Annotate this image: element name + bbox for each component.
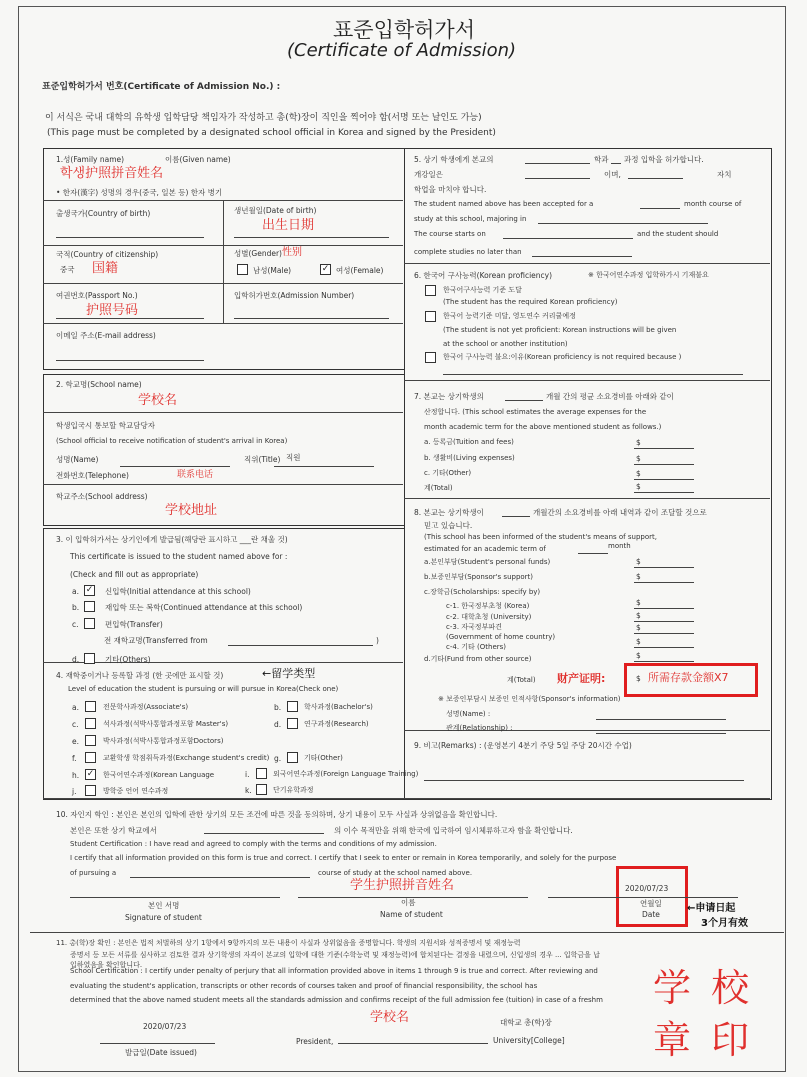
doctors-label: 박사과정(석박사통합과정포함Doctors): [103, 737, 224, 745]
s7-line1b: 개월 간의 평균 소요경비를 아래와 같이: [546, 392, 674, 401]
dob-annotation: 出生日期: [262, 218, 315, 233]
student-name-en: Name of student: [380, 910, 443, 919]
s10-line2b: 의 이수 목적만을 위해 한국에 입국하여 임시체류하고자 함을 확인합니다.: [334, 826, 573, 835]
student-date-ko: 연월일: [640, 899, 662, 908]
admission-type-letter: b.: [72, 603, 80, 612]
korean-not-proficient-checkbox[interactable]: [425, 311, 436, 322]
level-letter: a.: [72, 703, 79, 712]
deposit-amount-annotation: 所需存款金额X7: [648, 671, 729, 684]
level-letter: h.: [72, 771, 80, 780]
section-3-heading: 3. 이 입학허가서는 상기인에게 발급됨(해당란 표시하고 ___란 채울 것): [56, 535, 288, 544]
s8-line2: 믿고 있습니다.: [424, 521, 473, 530]
scholarships-label: c.장학금(Scholarships: specify by): [424, 588, 541, 596]
vacation-language-checkbox[interactable]: [85, 785, 96, 796]
other-source-currency: $: [636, 651, 641, 660]
school-official-ko: 학생입국시 통보할 학교담당자: [56, 421, 155, 430]
official-name-label: 성명(Name): [56, 455, 99, 464]
s6-heading: 6. 한국어 구사능력(Korean proficiency): [414, 271, 553, 280]
s5-line1a: 5. 상기 학생에게 본교의: [414, 155, 494, 164]
citizenship-annotation: 国籍: [92, 261, 119, 276]
research-label: 연구과정(Research): [304, 720, 369, 728]
s6-heading-note: ※ 한국어연수과정 입학하가시 기재불요: [588, 271, 709, 279]
other-level-checkbox[interactable]: [287, 752, 298, 763]
official-title-label: 직위(Title): [244, 455, 281, 464]
level-letter: k.: [245, 786, 252, 795]
scholarship-home-label: c-3. 자국정부파견: [446, 623, 502, 631]
others-checkbox[interactable]: [84, 653, 95, 664]
male-label: 남성(Male): [253, 266, 292, 275]
title-korean: 표준입학허가서: [333, 18, 476, 42]
s11-line6: determined that the above named student meets all the standards admission and confirms receipt of the full admission fee (tuition) in case of a freshm: [70, 996, 603, 1004]
foreign-language-label: 외국어연수과정(Foreign Language Training): [273, 770, 419, 778]
total-expense-label: 계(Total): [424, 484, 453, 492]
associates-label: 전문학사과정(Associate's): [103, 703, 189, 711]
section-3-line2: (Check and fill out as appropriate): [70, 570, 199, 579]
female-label: 여성(Female): [336, 266, 384, 275]
school-address-label: 학교주소(School address): [56, 492, 148, 501]
scholarship-korea-currency: $: [636, 598, 641, 607]
issue-date-label: 발급일(Date issued): [125, 1048, 197, 1057]
living-currency: $: [636, 454, 641, 463]
student-date-en: Date: [642, 910, 660, 919]
tuition-currency: $: [636, 438, 641, 447]
given-name-label: 이름(Given name): [165, 155, 231, 164]
s5-line7: complete studies no later than: [414, 248, 522, 256]
masters-label: 석사과정(석박사통합과정포함 Master's): [103, 720, 229, 728]
short-term-checkbox[interactable]: [256, 784, 267, 795]
s5-line6a: The course starts on: [414, 230, 486, 238]
section-3-line1: This certificate is issued to the student named above for :: [70, 552, 288, 561]
level-letter: b.: [274, 703, 282, 712]
funds-total-label: 계(Total): [507, 676, 536, 684]
s10-line5a: of pursuing a: [70, 869, 117, 877]
exchange-checkbox[interactable]: [85, 752, 96, 763]
foreign-language-checkbox[interactable]: [256, 768, 267, 779]
scholarship-university-currency: $: [636, 611, 641, 620]
school-name-label: 2. 학교명(School name): [56, 380, 142, 389]
s8-line1a: 8. 본교는 상기학생이: [414, 508, 484, 517]
s11-line4: School Certification : I certify under penalty of perjury that all information provided above in items 1 through 9 is true and correct. After reviewing and: [70, 967, 598, 975]
korean-not-proficient-en2: at the school or another institution): [443, 340, 568, 348]
s5-line1b: 학과: [594, 155, 609, 164]
scholarship-others-label: c-4. 기타 (Others): [446, 643, 507, 651]
korean-proficient-ko: 한국어구사능력 기준 도달: [443, 286, 522, 294]
level-letter: d.: [274, 720, 282, 729]
s8-line3: (This school has been informed of the student's means of support,: [424, 533, 657, 541]
seal-annotation: 学 校 章 印: [653, 966, 754, 1062]
s7-line3: month academic term for the above mentioned student as follows.): [424, 423, 662, 431]
other-source-label: d.기타(Fund from other source): [424, 655, 532, 663]
s10-line1: 10. 자인지 학인 : 본인은 본인의 입학에 관한 상기의 모든 조건에 따른 것을 동의하며, 상기 내용이 모두 사실과 상위없음을 확인합니다.: [56, 810, 498, 819]
s10-line4: I certify that all information provided on this form is true and correct. I certify that I seek to enter or remain in Korea temporarily, and solely for the purpose: [70, 854, 617, 862]
sponsor-name-label: 성명(Name) :: [446, 710, 491, 718]
s10-line5b: course of study at the school named above.: [318, 869, 473, 877]
sponsor-support-label: b.보증인부담(Sponsor's support): [424, 573, 534, 581]
student-signature-en: Signature of student: [125, 913, 202, 922]
telephone-label: 전화번호(Telephone): [56, 471, 129, 480]
tuition-label: a. 등록금(Tuition and fees): [424, 438, 514, 446]
short-term-label: 단기유학과정: [273, 786, 314, 794]
s11-line5: evaluating the student's application, transcripts or other records of courses taken and proof of financial responsibility, the school has: [70, 982, 538, 990]
level-letter: g.: [274, 754, 282, 763]
birth-country-label: 출생국가(Country of birth): [56, 209, 151, 218]
student-date-value: 2020/07/23: [625, 884, 669, 893]
s7-line2: 산정합니다. (This school estimates the average expenses for the: [424, 408, 647, 416]
scholarship-korea-label: c-1. 한국정부초청 (Korea): [446, 602, 530, 610]
level-letter: e.: [72, 737, 79, 746]
total-expense-currency: $: [636, 482, 641, 491]
dob-label: 생년월일(Date of birth): [234, 206, 317, 215]
s7-line1a: 7. 본교는 상기학생의: [414, 392, 484, 401]
s8-line4a: estimated for an academic term of: [424, 545, 546, 553]
s11-line3: 입하였음을 확인합니다.: [70, 961, 143, 969]
level-letter: c.: [72, 720, 79, 729]
masters-checkbox[interactable]: [85, 718, 96, 729]
telephone-annotation: 联系电话: [177, 470, 214, 480]
s5-line4a: The student named above has been accepted for a: [414, 200, 594, 208]
korean-proficient-en: (The student has the required Korean proficiency): [443, 298, 618, 306]
level-letter: j.: [72, 787, 77, 796]
student-name-ko: 이름: [401, 898, 416, 907]
school-address-annotation: 学校地址: [165, 503, 218, 518]
korean-not-required-label: 한국어 구사능력 불요:이유(Korean proficiency is not required because ): [443, 353, 682, 361]
research-checkbox[interactable]: [287, 718, 298, 729]
certificate-number-label: 표준입학허가서 번호(Certificate of Admission No.) :: [42, 82, 281, 92]
continued-attendance-label: 재입학 또는 복학(Continued attendance at this school): [105, 603, 303, 612]
school-name-annotation-2: 学校名: [370, 1010, 410, 1025]
scholarship-home-currency: $: [636, 623, 641, 632]
study-type-annotation: ←留学类型: [262, 667, 316, 680]
admission-type-letter: d.: [72, 655, 80, 664]
student-signature-ko: 본인 서명: [148, 901, 180, 910]
bachelors-checkbox[interactable]: [287, 701, 298, 712]
scholarship-others-currency: $: [636, 637, 641, 646]
university-president-en: University[College]: [493, 1036, 565, 1045]
sponsor-info-label: ※ 보증인부담시 보증인 인적사항(Sponsor's information): [438, 695, 621, 703]
funds-total-currency: $: [636, 674, 641, 683]
s5-line2c: 자치: [717, 170, 732, 179]
s5-line3: 학업을 마치야 합니다.: [414, 185, 487, 194]
president-label: President,: [296, 1037, 334, 1046]
admission-type-letter: a.: [72, 587, 79, 596]
male-checkbox[interactable]: [237, 264, 248, 275]
admission-number-label: 입학허가번호(Admission Number): [234, 291, 355, 300]
initial-attendance-checkbox[interactable]: ✓: [85, 585, 94, 595]
title-english: (Certificate of Admission): [287, 40, 517, 61]
korean-language-checkbox[interactable]: ✓: [86, 769, 95, 779]
transferred-from-label: 전 재학교명(Transferred from: [104, 636, 208, 645]
intro-korean: 이 서식은 국내 대학의 유학생 입학담당 책임자가 작성하고 총(학)장이 직인을 찍어야 함(서명 또는 날인도 가능): [45, 113, 482, 123]
exchange-label: 교환학생 학점취득과정(Exchange student's credit): [103, 754, 270, 762]
section-2-box: [43, 374, 405, 526]
validity-annotation: ←申请日起: [687, 903, 736, 914]
s8-line4b: month: [608, 542, 631, 550]
citizenship-value: 중국: [60, 265, 75, 274]
personal-funds-label: a.본인부담(Student's personal funds): [424, 558, 551, 566]
level-letter: f.: [72, 754, 77, 763]
s10-line3: Student Certification : I have read and agreed to comply with the terms and conditions of my admission.: [70, 840, 437, 848]
associates-checkbox[interactable]: [85, 701, 96, 712]
name-annotation: 학생护照拼音姓名: [60, 166, 164, 181]
section-4-sub: Level of education the student is pursuing or will pursue in Korea(Check one): [68, 685, 339, 693]
other-expense-label: c. 기타(Other): [424, 469, 472, 477]
s11-line1: 11. 총(학)장 확인 : 본인은 법적 처벌하의 상기 1항에서 9항까지의 모든 내용이 사실과 상위없음을 증명합니다. 학생의 지원서와 성적증명서 및 재정능력: [56, 939, 521, 947]
sponsor-relationship-label: 관계(Relationship) :: [446, 724, 513, 732]
s5-line6b: and the student should: [637, 230, 719, 238]
doctors-checkbox[interactable]: [85, 735, 96, 746]
finance-proof-annotation: 财产证明:: [557, 672, 606, 685]
issue-date-value: 2020/07/23: [143, 1022, 187, 1031]
school-name-annotation: 学校名: [138, 393, 178, 408]
admission-type-letter: c.: [72, 620, 79, 629]
transfer-checkbox[interactable]: [84, 618, 95, 629]
official-title-value: 직원: [286, 453, 301, 462]
korean-not-proficient-en: (The student is not yet proficient: Korean instructions will be given: [443, 326, 677, 334]
remarks-label: 9. 비고(Remarks) : (운영본기 4분기 주당 5일 주당 20시간 수업): [414, 741, 632, 750]
sponsor-support-currency: $: [636, 572, 641, 581]
other-expense-currency: $: [636, 469, 641, 478]
s8-line1b: 개월간의 소요경비를 아래 내역과 같이 조달할 것으로: [533, 508, 707, 517]
s5-line2a: 개강일은: [414, 170, 443, 179]
validity-annotation-2: 3个月有效: [701, 918, 748, 929]
korean-not-proficient-ko: 한국어 능력기준 미달, 영도연수 커리큘예정: [443, 312, 576, 320]
female-checkbox[interactable]: ✓: [321, 264, 330, 274]
s5-line5: study at this school, majoring in: [414, 215, 527, 223]
level-letter: i.: [245, 770, 250, 779]
scholarship-home-en: (Government of home country): [446, 633, 556, 641]
korean-proficient-checkbox[interactable]: [425, 285, 436, 296]
transferred-from-close: ): [376, 636, 379, 645]
citizenship-label: 국적(Country of citizenship): [56, 250, 159, 259]
vacation-language-label: 방학중 언어 연수과정: [103, 787, 169, 795]
others-label: 기타(Others): [105, 655, 151, 664]
university-president-ko: 대학교 총(학)장: [500, 1018, 552, 1027]
student-name-annotation: 学生护照拼音姓名: [350, 878, 455, 893]
other-level-label: 기타(Other): [304, 754, 343, 762]
initial-attendance-label: 신입학(Initial attendance at this school): [105, 587, 251, 596]
section-4-heading: 4. 재학중이거나 등록할 과정 (한 곳에만 표시할 것): [56, 671, 224, 680]
school-official-en: (School official to receive notification of student's arrival in Korea): [56, 437, 288, 445]
living-label: b. 생활비(Living expenses): [424, 454, 515, 462]
passport-label: 여권번호(Passport No.): [56, 291, 138, 300]
scholarship-university-label: c-2. 대학초청 (University): [446, 613, 532, 621]
s5-line4b: month course of: [684, 200, 742, 208]
bachelors-label: 학사과정(Bachelor's): [304, 703, 373, 711]
hanja-label: • 한자(漢字) 성명의 경우(중국, 일본 등) 한자 병기: [56, 188, 223, 197]
email-label: 이메일 주소(E-mail address): [56, 331, 156, 340]
gender-label: 성별(Gender): [234, 249, 282, 258]
passport-annotation: 护照号码: [86, 303, 139, 318]
transfer-label: 편입학(Transfer): [105, 620, 163, 629]
gender-annotation: 性别: [282, 247, 302, 258]
personal-funds-currency: $: [636, 557, 641, 566]
korean-not-required-checkbox[interactable]: [425, 352, 436, 363]
s10-line2a: 본인은 또한 상기 학교에서: [70, 826, 157, 835]
s5-line2b: 이며,: [604, 170, 621, 179]
korean-language-label: 한국어연수과정(Korean Language: [103, 771, 215, 779]
intro-english: (This page must be completed by a designated school official in Korea and signed by the President): [47, 128, 496, 138]
s11-line2: 증명서 등 모든 서류를 심사하고 검토한 결과 상기학생의 자격이 본교의 입학에 대한 기준(수학능력 및 재정능력)에 합치된다는 결정을 내렸으며, 신입생의 경우 ... 입학금을 납: [70, 951, 600, 959]
s5-line1c: 과정 입학을 허가합니다.: [624, 155, 704, 164]
family-name-label: 1.성(Family name): [56, 155, 125, 164]
continued-attendance-checkbox[interactable]: [84, 601, 95, 612]
